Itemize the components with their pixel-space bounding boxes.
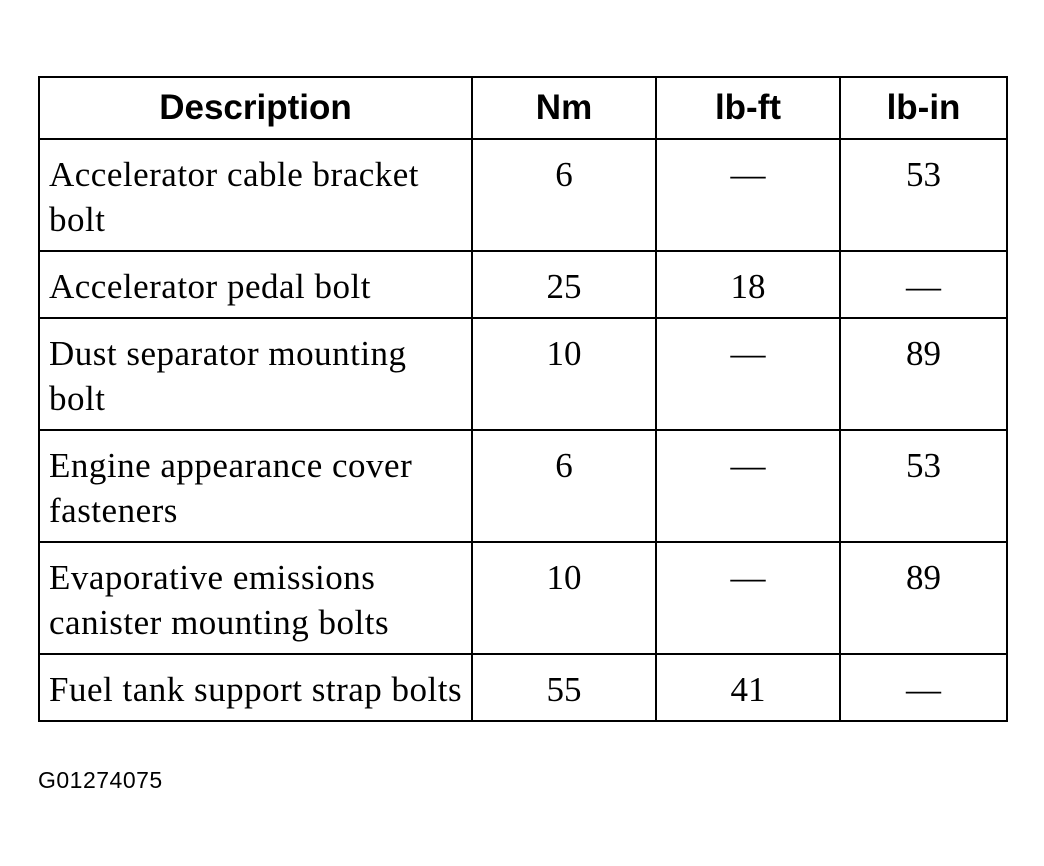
cell-lb-ft: 41	[656, 654, 840, 721]
cell-description: Fuel tank support strap bolts	[39, 654, 472, 721]
table-header	[39, 77, 1007, 139]
header-nm: Nm	[472, 77, 656, 139]
cell-lb-ft: —	[656, 139, 840, 251]
table-body	[39, 139, 1007, 721]
cell-lb-in: 89	[840, 318, 1007, 430]
cell-lb-in: 53	[840, 430, 1007, 542]
torque-specifications-table	[38, 76, 1008, 722]
cell-lb-in: 89	[840, 542, 1007, 654]
table-row	[39, 139, 1007, 251]
cell-lb-ft: —	[656, 318, 840, 430]
figure-id-label: G01274075	[38, 767, 163, 793]
cell-lb-ft: —	[656, 430, 840, 542]
table-row	[39, 542, 1007, 654]
table-row	[39, 318, 1007, 430]
cell-lb-in: —	[840, 654, 1007, 721]
header-row	[39, 77, 1007, 139]
table-row	[39, 430, 1007, 542]
cell-nm: 10	[472, 318, 656, 430]
table-row	[39, 251, 1007, 318]
header-lb-ft: lb-ft	[656, 77, 840, 139]
cell-description: Accelerator pedal bolt	[39, 251, 472, 318]
cell-description: Dust separator mounting bolt	[39, 318, 472, 430]
cell-description: Engine appearance cover fasteners	[39, 430, 472, 542]
cell-nm: 6	[472, 139, 656, 251]
cell-nm: 10	[472, 542, 656, 654]
header-lb-in: lb-in	[840, 77, 1007, 139]
cell-nm: 55	[472, 654, 656, 721]
header-description: Description	[39, 77, 472, 139]
cell-description: Accelerator cable bracket bolt	[39, 139, 472, 251]
cell-description: Evaporative emissions canister mounting bolts	[39, 542, 472, 654]
cell-nm: 6	[472, 430, 656, 542]
table-row	[39, 654, 1007, 721]
cell-lb-ft: —	[656, 542, 840, 654]
cell-nm: 25	[472, 251, 656, 318]
cell-lb-in: —	[840, 251, 1007, 318]
cell-lb-ft: 18	[656, 251, 840, 318]
cell-lb-in: 53	[840, 139, 1007, 251]
